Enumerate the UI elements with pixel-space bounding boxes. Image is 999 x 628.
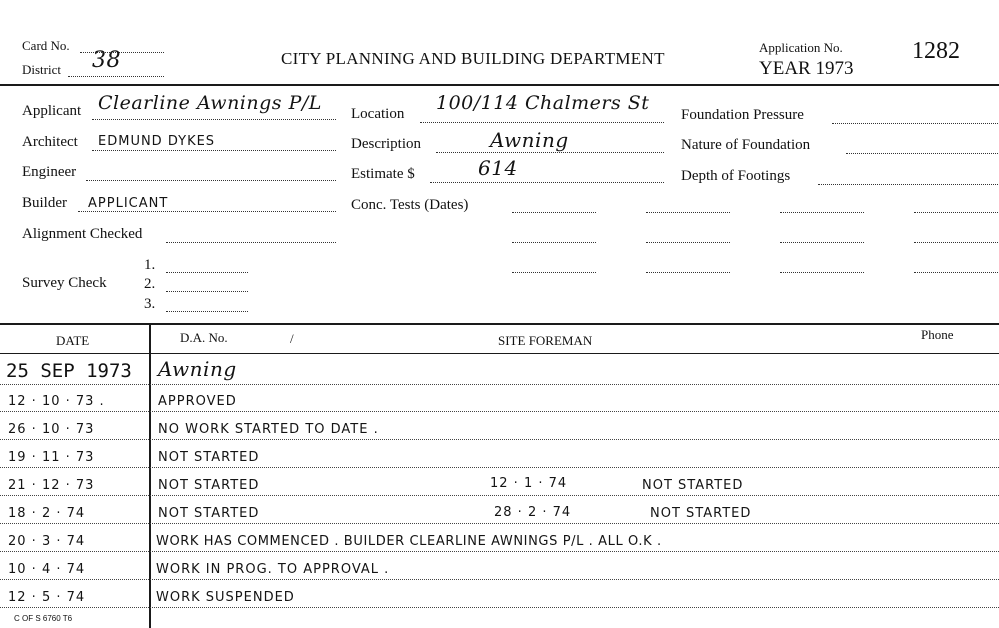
- log-entry: WORK IN PROG. TO APPROVAL .: [156, 562, 390, 577]
- row-rule: [0, 523, 999, 524]
- log-date: 25 SEP 1973: [6, 360, 132, 382]
- description-value: Awning: [490, 128, 569, 152]
- da-slash: /: [290, 331, 294, 346]
- year-label: YEAR 1973: [759, 58, 854, 79]
- nature-foundation-label: Nature of Foundation: [681, 137, 811, 153]
- row-rule: [0, 384, 999, 385]
- conc-line-1c: [780, 212, 864, 213]
- conc-line-2d: [914, 242, 998, 243]
- engineer-line: [86, 180, 336, 181]
- estimate-value: 614: [478, 156, 518, 180]
- depth-footings-line: [818, 184, 998, 185]
- location-label: Location: [351, 106, 405, 122]
- foundation-pressure-line: [832, 123, 998, 124]
- survey-item-3: 3.: [144, 296, 156, 312]
- description-line: [436, 152, 664, 153]
- conc-line-1d: [914, 212, 998, 213]
- location-value: 100/114 Chalmers St: [436, 92, 650, 114]
- log-entry: APPROVED: [158, 394, 237, 409]
- conc-line-3a: [512, 272, 596, 273]
- foundation-pressure-label: Foundation Pressure: [681, 107, 804, 123]
- log-date: 19 · 11 · 73: [8, 450, 95, 465]
- phone-header: Phone: [921, 327, 954, 342]
- conc-line-2b: [646, 242, 730, 243]
- district-value: 38: [92, 48, 121, 73]
- log-entry: NOT STARTED: [158, 478, 260, 493]
- location-line: [420, 122, 664, 123]
- log-entry: NOT STARTED: [158, 450, 260, 465]
- builder-line: [78, 211, 336, 212]
- applicant-line: [92, 119, 336, 120]
- nature-foundation-line: [846, 153, 998, 154]
- application-no-label: Application No.: [759, 40, 843, 55]
- description-label: Description: [351, 136, 421, 152]
- conc-tests-label: Conc. Tests (Dates): [351, 197, 469, 213]
- department-title: CITY PLANNING AND BUILDING DEPARTMENT: [281, 49, 665, 68]
- district-line: [68, 76, 164, 77]
- alignment-line: [166, 242, 336, 243]
- survey-item-2: 2.: [144, 276, 156, 292]
- architect-label: Architect: [22, 134, 78, 150]
- builder-label: Builder: [22, 195, 67, 211]
- log-entry: Awning: [158, 357, 237, 381]
- conc-line-2c: [780, 242, 864, 243]
- builder-value: APPLICANT: [88, 196, 169, 211]
- log-entry: WORK HAS COMMENCED . BUILDER CLEARLINE AWNINGS P/L . ALL O.K .: [156, 534, 662, 549]
- log-entry: WORK SUSPENDED: [156, 590, 295, 605]
- log-date: 10 · 4 · 74: [8, 562, 86, 577]
- da-no-header: D.A. No.: [180, 330, 228, 345]
- conc-line-3b: [646, 272, 730, 273]
- estimate-line: [430, 182, 664, 183]
- conc-line-3d: [914, 272, 998, 273]
- header-rule: [0, 84, 999, 86]
- architect-value: EDMUND DYKES: [98, 134, 216, 149]
- log-entry: NO WORK STARTED TO DATE .: [158, 422, 379, 437]
- row-rule: [0, 607, 999, 608]
- log-date: 26 · 10 · 73: [8, 422, 95, 437]
- applicant-value: Clearline Awnings P/L: [98, 92, 322, 114]
- log-date: 12 · 10 · 73 .: [8, 394, 105, 409]
- row-rule: [0, 439, 999, 440]
- conc-line-3c: [780, 272, 864, 273]
- engineer-label: Engineer: [22, 164, 77, 180]
- row-rule: [0, 467, 999, 468]
- log-entry-secondary: NOT STARTED: [650, 506, 752, 521]
- alignment-label: Alignment Checked: [22, 226, 143, 242]
- site-foreman-header: SITE FOREMAN: [498, 333, 593, 348]
- card-no-label: Card No.: [22, 38, 70, 53]
- form-code: C OF S 6760 T6: [14, 614, 73, 623]
- conc-line-2a: [512, 242, 596, 243]
- architect-line: [92, 150, 336, 151]
- district-label: District: [22, 62, 61, 77]
- survey-line-1: [166, 272, 248, 273]
- survey-check-label: Survey Check: [22, 275, 107, 291]
- estimate-label: Estimate $: [351, 166, 415, 182]
- log-date: 18 · 2 · 74: [8, 506, 86, 521]
- row-rule: [0, 495, 999, 496]
- survey-item-1: 1.: [144, 257, 156, 273]
- conc-line-1b: [646, 212, 730, 213]
- survey-line-2: [166, 291, 248, 292]
- log-date: 21 · 12 · 73: [8, 478, 95, 493]
- log-date: 12 · 5 · 74: [8, 590, 86, 605]
- log-date-secondary: 12 · 1 · 74: [490, 476, 568, 491]
- row-rule: [0, 551, 999, 552]
- application-number: 1282: [912, 38, 960, 64]
- depth-footings-label: Depth of Footings: [681, 168, 791, 184]
- log-entry-secondary: NOT STARTED: [642, 478, 744, 493]
- row-rule: [0, 579, 999, 580]
- table-column-divider: [149, 323, 151, 628]
- table-header-rule: [0, 353, 999, 354]
- survey-line-3: [166, 311, 248, 312]
- date-header: DATE: [56, 333, 90, 348]
- log-date: 20 · 3 · 74: [8, 534, 86, 549]
- log-entry: NOT STARTED: [158, 506, 260, 521]
- conc-line-1a: [512, 212, 596, 213]
- row-rule: [0, 411, 999, 412]
- log-date-secondary: 28 · 2 · 74: [494, 505, 572, 520]
- applicant-label: Applicant: [22, 103, 82, 119]
